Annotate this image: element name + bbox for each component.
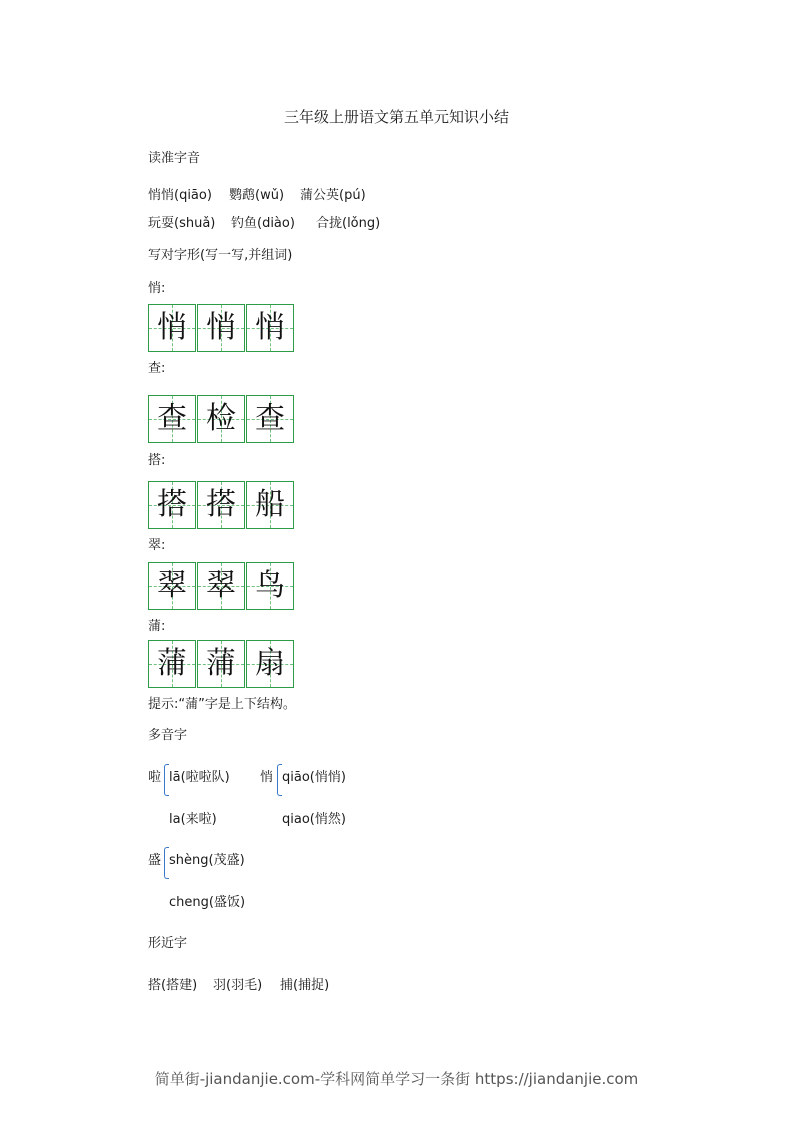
practice-cell: [246, 481, 294, 529]
practice-grid: [148, 562, 295, 610]
polyphone-char: 悄: [260, 770, 274, 785]
tip-text: 提示:“蒲”字是上下结构。: [148, 697, 296, 712]
practice-char: 查: [255, 401, 285, 436]
page-title: 三年级上册语文第五单元知识小结: [283, 108, 509, 126]
practice-char: 船: [255, 487, 285, 522]
practice-char: 悄: [255, 310, 285, 345]
pinyin-word: 玩耍(shuǎ): [148, 216, 216, 231]
char-group-label: 悄:: [148, 281, 166, 296]
practice-grid: [148, 395, 295, 443]
practice-char: 翠: [206, 568, 236, 603]
pinyin-word: 悄悄(qiāo): [148, 188, 212, 203]
practice-char: 搭: [157, 487, 187, 522]
char-group-label: 翠:: [148, 538, 166, 553]
polyphone-reading: lā(啦啦队): [169, 770, 230, 785]
practice-cell: [197, 395, 245, 443]
practice-cell: [148, 640, 196, 688]
practice-cell: [197, 481, 245, 529]
section-heading-read-pronunciation: 读准字音: [148, 151, 201, 166]
practice-char: 鸟: [255, 568, 285, 603]
practice-grid: [148, 481, 295, 529]
pinyin-word: 合拢(lǒng): [316, 216, 381, 231]
practice-cell: [246, 640, 294, 688]
section-heading-similar-characters: 形近字: [148, 936, 188, 951]
footer-watermark: 简单街-jiandanjie.com-学科网简单学习一条街 https://jiandanjie.com: [154, 1070, 639, 1088]
polyphone-char: 啦: [148, 770, 162, 785]
practice-char: 扇: [255, 646, 285, 681]
practice-cell: [197, 562, 245, 610]
similar-word: 羽(羽毛): [213, 978, 263, 993]
practice-grid: [148, 640, 295, 688]
polyphone-reading: qiāo(悄悄): [282, 770, 346, 785]
practice-cell: [148, 481, 196, 529]
practice-char: 翠: [157, 568, 187, 603]
pinyin-word: 蒲公英(pú): [300, 188, 366, 203]
section-heading-polyphones: 多音字: [148, 728, 188, 743]
polyphone-reading: la(来啦): [169, 812, 217, 827]
polyphone-reading: qiao(悄然): [282, 812, 346, 827]
practice-cell: [246, 395, 294, 443]
polyphone-reading: shèng(茂盛): [169, 853, 245, 868]
char-group-label: 搭:: [148, 453, 166, 468]
practice-char: 查: [157, 401, 187, 436]
practice-cell: [148, 304, 196, 352]
practice-grid: [148, 304, 295, 352]
practice-char: 悄: [206, 310, 236, 345]
practice-cell: [246, 304, 294, 352]
practice-char: 检: [206, 401, 236, 436]
practice-cell: [246, 562, 294, 610]
practice-cell: [197, 304, 245, 352]
char-group-label: 查:: [148, 361, 166, 376]
practice-char: 搭: [206, 487, 236, 522]
similar-word: 捕(捕捉): [280, 978, 330, 993]
similar-word: 搭(搭建): [148, 978, 198, 993]
practice-char: 悄: [157, 310, 187, 345]
practice-cell: [197, 640, 245, 688]
char-group-label: 蒲:: [148, 619, 166, 634]
section-heading-write-characters: 写对字形(写一写,并组词): [148, 248, 293, 263]
practice-char: 蒲: [206, 646, 236, 681]
polyphone-reading: cheng(盛饭): [169, 895, 246, 910]
practice-cell: [148, 395, 196, 443]
polyphone-char: 盛: [148, 853, 162, 868]
practice-char: 蒲: [157, 646, 187, 681]
pinyin-word: 钓鱼(diào): [231, 216, 295, 231]
practice-cell: [148, 562, 196, 610]
pinyin-word: 鹦鹉(wǔ): [229, 188, 285, 203]
